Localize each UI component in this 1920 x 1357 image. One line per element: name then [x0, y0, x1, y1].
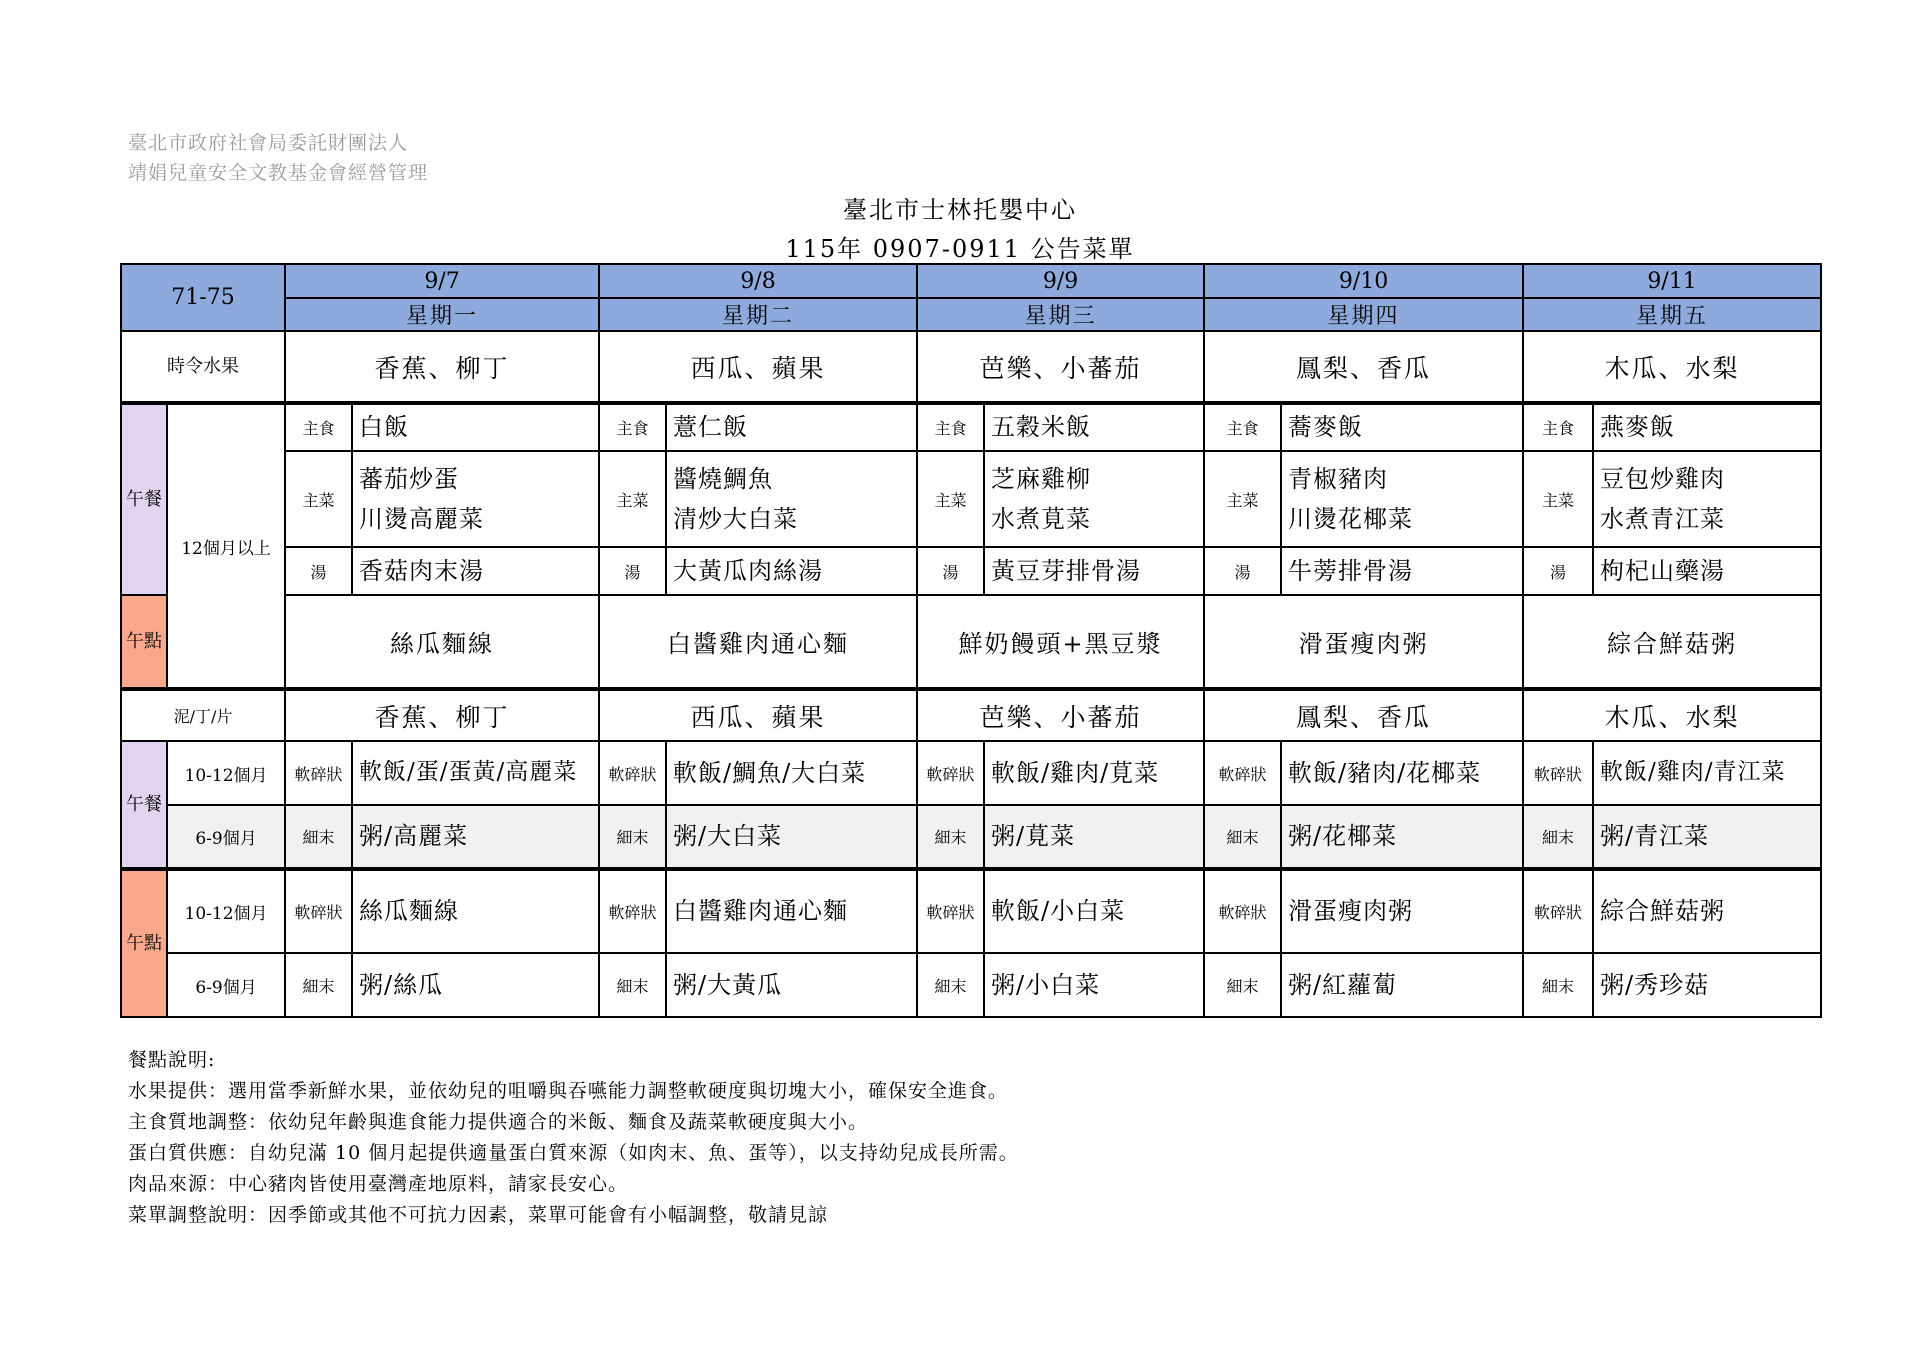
soup-label: 湯 — [917, 547, 984, 595]
infant-snack-label: 午點 — [121, 869, 167, 1017]
infant-fruit-label: 泥/丁/片 — [121, 689, 285, 741]
day-weekday: 星期二 — [599, 298, 917, 331]
infant-snack-fine: 粥/小白菜 — [984, 953, 1204, 1017]
soup-label: 湯 — [1523, 547, 1593, 595]
infant-lunch-soft: 軟飯/豬肉/花椰菜 — [1281, 741, 1523, 805]
main-label: 主菜 — [599, 451, 666, 547]
staple-label: 主食 — [1204, 403, 1281, 451]
staple-dish: 白飯 — [352, 403, 599, 451]
fine-label: 細末 — [599, 953, 666, 1017]
staple-dish: 蕎麥飯 — [1281, 403, 1523, 451]
main-label: 主菜 — [1523, 451, 1593, 547]
fine-label: 細末 — [285, 953, 352, 1017]
staple-label: 主食 — [917, 403, 984, 451]
lunch-label: 午餐 — [121, 403, 167, 595]
soft-label: 軟碎狀 — [285, 869, 352, 953]
infant-snack-fine: 粥/絲瓜 — [352, 953, 599, 1017]
age-12plus: 12個月以上 — [167, 403, 285, 689]
fruit-cell: 木瓜、水梨 — [1523, 331, 1821, 403]
soup-dish: 黃豆芽排骨湯 — [984, 547, 1204, 595]
main-dishes — [984, 451, 1204, 547]
staple-dish: 燕麥飯 — [1593, 403, 1821, 451]
snack-cell: 白醬雞肉通心麵 — [599, 595, 917, 689]
soft-label: 軟碎狀 — [917, 741, 984, 805]
age-6-9: 6-9個月 — [167, 953, 285, 1017]
snack-cell: 綜合鮮菇粥 — [1523, 595, 1821, 689]
day-weekday: 星期五 — [1523, 298, 1821, 331]
page-subtitle: 115年 0907-0911 公告菜單 — [785, 235, 1135, 263]
staple-label: 主食 — [599, 403, 666, 451]
infant-snack-soft: 滑蛋瘦肉粥 — [1281, 869, 1523, 953]
main-label: 主菜 — [917, 451, 984, 547]
note-meat-source: 肉品來源：中心豬肉皆使用臺灣產地原料，請家長安心。 — [128, 1173, 629, 1195]
soup-dish: 香菇肉末湯 — [352, 547, 599, 595]
soft-label: 軟碎狀 — [1204, 741, 1281, 805]
note-menu-adjust: 菜單調整說明：因季節或其他不可抗力因素，菜單可能會有小幅調整，敬請見諒 — [128, 1204, 829, 1226]
snack-label: 午點 — [121, 595, 167, 689]
staple-label: 主食 — [285, 403, 352, 451]
menu-table — [120, 263, 1822, 1018]
main-dish-2: 川燙高麗菜 — [359, 505, 485, 533]
main-dishes — [666, 451, 917, 547]
snack-cell: 絲瓜麵線 — [285, 595, 599, 689]
soft-label: 軟碎狀 — [599, 741, 666, 805]
staple-dish: 五穀米飯 — [984, 403, 1204, 451]
main-label: 主菜 — [1204, 451, 1281, 547]
fine-label: 細末 — [285, 805, 352, 869]
page-title: 臺北市士林托嬰中心 — [843, 196, 1077, 224]
infant-snack-fine: 粥/秀珍菇 — [1593, 953, 1821, 1017]
main-dish-1: 芝麻雞柳 — [991, 464, 1092, 493]
infant-snack-soft: 軟飯/小白菜 — [984, 869, 1204, 953]
main-dish-1: 豆包炒雞肉 — [1600, 464, 1726, 493]
corner-cell: 71-75 — [121, 264, 285, 331]
infant-fruit-cell: 香蕉、柳丁 — [285, 689, 599, 741]
fine-label: 細末 — [917, 953, 984, 1017]
main-dish-2: 清炒大白菜 — [673, 505, 799, 533]
main-dish-2: 川燙花椰菜 — [1288, 505, 1414, 533]
main-dish-1: 醬燒鯛魚 — [673, 464, 774, 493]
day-date: 9/7 — [285, 264, 599, 298]
soft-label: 軟碎狀 — [1523, 741, 1593, 805]
main-label: 主菜 — [285, 451, 352, 547]
infant-snack-fine: 粥/大黃瓜 — [666, 953, 917, 1017]
soup-label: 湯 — [1204, 547, 1281, 595]
infant-lunch-label: 午餐 — [121, 741, 167, 869]
fine-label: 細末 — [1204, 953, 1281, 1017]
fine-label: 細末 — [1523, 953, 1593, 1017]
day-weekday: 星期三 — [917, 298, 1204, 331]
soft-label: 軟碎狀 — [285, 741, 352, 805]
infant-snack-soft: 絲瓜麵線 — [352, 869, 599, 953]
soft-label: 軟碎狀 — [917, 869, 984, 953]
soup-dish: 牛蒡排骨湯 — [1281, 547, 1523, 595]
soup-label: 湯 — [285, 547, 352, 595]
infant-snack-soft: 綜合鮮菇粥 — [1593, 869, 1821, 953]
snack-cell: 滑蛋瘦肉粥 — [1204, 595, 1523, 689]
staple-dish: 薏仁飯 — [666, 403, 917, 451]
soup-label: 湯 — [599, 547, 666, 595]
infant-fruit-cell: 西瓜、蘋果 — [599, 689, 917, 741]
fruit-cell: 芭樂、小蕃茄 — [917, 331, 1204, 403]
fruit-label: 時令水果 — [121, 331, 285, 403]
infant-lunch-fine: 粥/莧菜 — [984, 805, 1204, 869]
infant-fruit-cell: 鳳梨、香瓜 — [1204, 689, 1523, 741]
infant-lunch-fine: 粥/大白菜 — [666, 805, 917, 869]
day-date: 9/9 — [917, 264, 1204, 298]
day-date: 9/8 — [599, 264, 917, 298]
infant-fruit-cell: 芭樂、小蕃茄 — [917, 689, 1204, 741]
day-weekday: 星期四 — [1204, 298, 1523, 331]
infant-lunch-soft: 軟飯/雞肉/莧菜 — [984, 741, 1204, 805]
infant-lunch-fine: 粥/花椰菜 — [1281, 805, 1523, 869]
age-10-12: 10-12個月 — [167, 869, 285, 953]
fine-label: 細末 — [1204, 805, 1281, 869]
main-dishes — [1281, 451, 1523, 547]
fine-label: 細末 — [1523, 805, 1593, 869]
org-line-2: 靖娟兒童安全文教基金會經營管理 — [128, 162, 429, 184]
fruit-cell: 鳳梨、香瓜 — [1204, 331, 1523, 403]
day-weekday: 星期一 — [285, 298, 599, 331]
infant-lunch-fine: 粥/高麗菜 — [352, 805, 599, 869]
main-dish-1: 蕃茄炒蛋 — [359, 464, 460, 493]
note-protein: 蛋白質供應：自幼兒滿 10 個月起提供適量蛋白質來源（如肉末、魚、蛋等），以支持幼兒成長所需。 — [128, 1142, 1019, 1164]
infant-snack-fine: 粥/紅蘿蔔 — [1281, 953, 1523, 1017]
fine-label: 細末 — [917, 805, 984, 869]
notes-section — [128, 1045, 1019, 1231]
soft-label: 軟碎狀 — [599, 869, 666, 953]
staple-label: 主食 — [1523, 403, 1593, 451]
main-dishes — [352, 451, 599, 547]
infant-snack-soft: 白醬雞肉通心麵 — [666, 869, 917, 953]
fruit-cell: 香蕉、柳丁 — [285, 331, 599, 403]
day-date: 9/10 — [1204, 264, 1523, 298]
note-fruit: 水果提供：選用當季新鮮水果，並依幼兒的咀嚼與吞嚥能力調整軟硬度與切塊大小，確保安全進食。 — [128, 1080, 1009, 1102]
age-10-12: 10-12個月 — [167, 741, 285, 805]
fruit-cell: 西瓜、蘋果 — [599, 331, 917, 403]
infant-lunch-fine: 粥/青江菜 — [1593, 805, 1821, 869]
day-date: 9/11 — [1523, 264, 1821, 298]
infant-lunch-soft: 軟飯/雞肉/青江菜 — [1593, 741, 1821, 805]
snack-cell: 鮮奶饅頭+黑豆漿 — [917, 595, 1204, 689]
main-dish-1: 青椒豬肉 — [1288, 464, 1389, 493]
infant-lunch-soft: 軟飯/蛋/蛋黃/高麗菜 — [352, 741, 599, 805]
soup-dish: 大黃瓜肉絲湯 — [666, 547, 917, 595]
note-staple: 主食質地調整：依幼兒年齡與進食能力提供適合的米飯、麵食及蔬菜軟硬度與大小。 — [128, 1111, 869, 1133]
soup-dish: 枸杞山藥湯 — [1593, 547, 1821, 595]
age-6-9: 6-9個月 — [167, 805, 285, 869]
main-dishes — [1593, 451, 1821, 547]
infant-fruit-cell: 木瓜、水梨 — [1523, 689, 1821, 741]
main-dish-2: 水煮青江菜 — [1600, 505, 1726, 533]
infant-lunch-soft: 軟飯/鯛魚/大白菜 — [666, 741, 917, 805]
soft-label: 軟碎狀 — [1204, 869, 1281, 953]
notes-heading: 餐點說明: — [128, 1049, 216, 1071]
soft-label: 軟碎狀 — [1523, 869, 1593, 953]
org-line-1: 臺北市政府社會局委託財團法人 — [128, 132, 409, 154]
fine-label: 細末 — [599, 805, 666, 869]
main-dish-2: 水煮莧菜 — [991, 505, 1092, 533]
